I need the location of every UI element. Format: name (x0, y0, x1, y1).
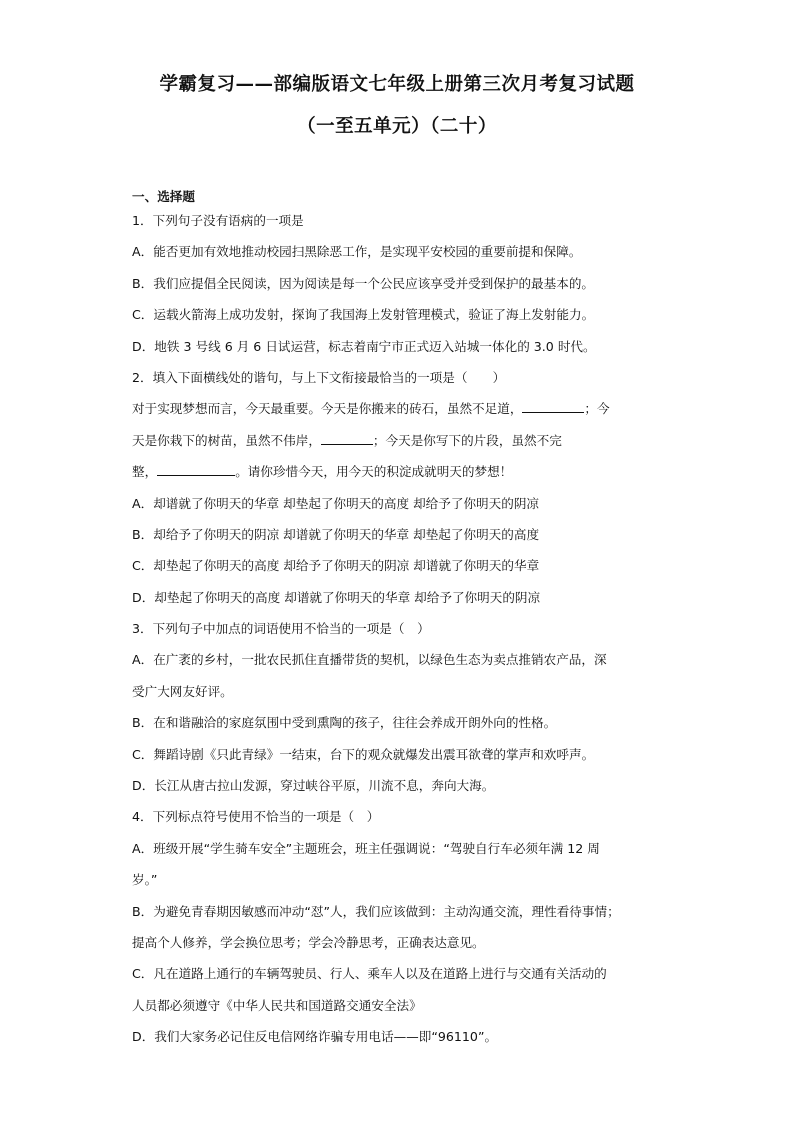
q3-option-a: A．在广袤的乡村，一批农民抓住直播带货的契机，以绿色生态为卖点推销农产品，深 (132, 652, 607, 668)
q2-passage-text: 对于实现梦想而言，今天最重要。今天是你搬来的砖石，虽然不足道， (132, 401, 523, 417)
q2-passage-line2 (132, 430, 672, 461)
q3-option-a-cont: 受广大网友好评。 (132, 683, 233, 699)
fill-blank (321, 430, 373, 445)
section-heading: 一、选择题 (132, 189, 195, 204)
q4-option-d: D．我们大家务必记住反电信网络诈骗专用电话——即“96110”。 (132, 1029, 498, 1045)
q3-option-b: B．在和谐融洽的家庭氛围中受到熏陶的孩子，往往会养成开朗外向的性格。 (132, 715, 557, 731)
q1-option-c: C．运载火箭海上成功发射，探询了我国海上发射管理模式，验证了海上发射能力。 (132, 307, 595, 323)
document-title-line1: 学霸复习——部编版语文七年级上册第三次月考复习试题 (159, 74, 635, 95)
q2-option-b: B．却给予了你明天的阴凉 却谱就了你明天的华章 却垫起了你明天的高度 (132, 526, 540, 542)
q2-passage-text: 。请你珍惜今天，用今天的积淀成就明天的梦想！ (235, 464, 513, 480)
fill-blank (157, 461, 235, 476)
q1-option-d: D．地铁 3 号线 6 月 6 日试运营，标志着南宁市正式迈入站城一体化的 3.0 时代。 (132, 338, 596, 354)
q1-option-a: A．能否更加有效地推动校园扫黑除恶工作，是实现平安校园的重要前提和保障。 (132, 244, 582, 260)
q4-stem: 4．下列标点符号使用不恰当的一项是（ ） (132, 809, 380, 825)
q2-passage-text: ；今天是你写下的片段，虽然不完 (372, 432, 562, 448)
q2-passage-line1 (132, 398, 672, 429)
q4-option-a: A．班级开展“学生骑车安全”主题班会，班主任强调说：“驾驶自行车必须年满 12 周 (132, 840, 600, 856)
q1-stem: 1．下列句子没有语病的一项是 (132, 213, 304, 228)
q4-option-c: C．凡在道路上通行的车辆驾驶员、行人、乘车人以及在道路上进行与交通有关活动的 (132, 966, 607, 982)
exam-content (132, 186, 672, 1058)
fill-blank (522, 398, 584, 413)
q2-passage-text: 整， (132, 464, 158, 480)
q3-option-d: D．长江从唐古拉山发源，穿过峡谷平原，川流不息，奔向大海。 (132, 778, 495, 794)
document-title-line2: （一至五单元）（二十） (297, 116, 497, 137)
q3-stem: 3．下列句子中加点的词语使用不恰当的一项是（ ） (132, 621, 430, 637)
q1-option-b: B．我们应提倡全民阅读，因为阅读是每一个公民应该享受并受到保护的最基本的。 (132, 275, 595, 291)
q2-passage-text: ；今 (584, 401, 610, 417)
q2-option-a: A．却谱就了你明天的华章 却垫起了你明天的高度 却给予了你明天的阴凉 (132, 495, 540, 511)
q2-option-d: D．却垫起了你明天的高度 却谱就了你明天的华章 却给予了你明天的阴凉 (132, 589, 541, 605)
q4-option-c-cont: 人员都必须遵守《中华人民共和国道路交通安全法》 (132, 997, 422, 1013)
q2-passage-text: 天是你栽下的树苗，虽然不伟岸， (132, 432, 321, 448)
q4-option-a-cont: 岁。” (132, 872, 158, 888)
q4-option-b-cont: 提高个人修养，学会换位思考；学会冷静思考，正确表达意见。 (132, 934, 485, 950)
q3-option-c: C．舞蹈诗剧《只此青绿》一结束，台下的观众就爆发出震耳欲聋的掌声和欢呼声。 (132, 746, 595, 762)
q2-stem: 2．填入下面横线处的谐句，与上下文衔接最恰当的一项是（ ） (132, 369, 506, 385)
q2-option-c: C．却垫起了你明天的高度 却给予了你明天的阴凉 却谱就了你明天的华章 (132, 558, 540, 574)
q4-option-b: B．为避免青春期因敏感而冲动“怼”人，我们应该做到：主动沟通交流，理性看待事情； (132, 903, 620, 919)
q2-passage-line3 (132, 461, 672, 492)
